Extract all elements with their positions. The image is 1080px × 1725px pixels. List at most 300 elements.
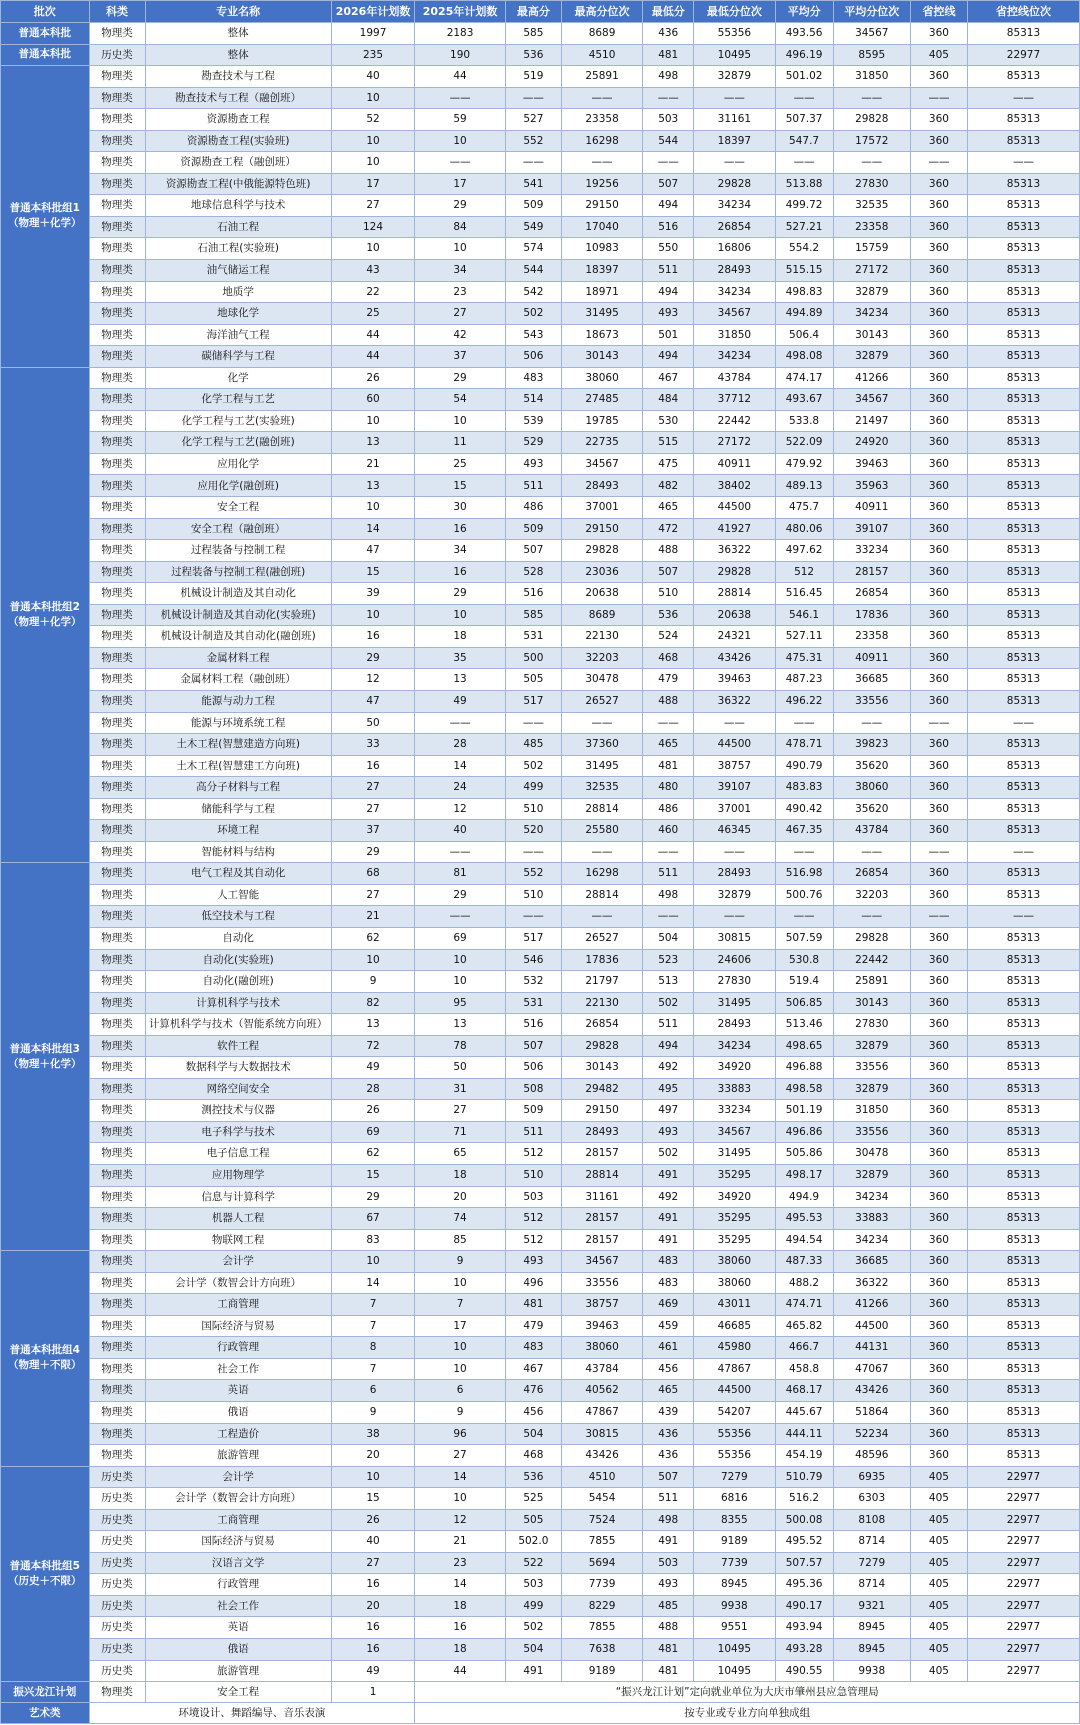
- control-rank-cell: 85313: [967, 1164, 1079, 1186]
- plan-2026-cell: 13: [331, 432, 414, 454]
- avg-score-cell: ——: [775, 906, 833, 928]
- plan-2025-cell: ——: [415, 712, 506, 734]
- avg-score-cell: 495.36: [775, 1574, 833, 1596]
- table-row: [1, 23, 1080, 45]
- avg-rank-cell: 33556: [833, 690, 910, 712]
- table-row: [1, 410, 1080, 432]
- zhenxing-batch-cell: 振兴龙江计划: [1, 1682, 90, 1703]
- min-rank-cell: 22442: [694, 410, 775, 432]
- major-cell: 会计学（数智会计方向班）: [145, 1272, 331, 1294]
- control-rank-cell: 85313: [967, 1100, 1079, 1122]
- control-rank-cell: 85313: [967, 1035, 1079, 1057]
- control-rank-cell: 85313: [967, 690, 1079, 712]
- table-row: [1, 777, 1080, 799]
- avg-rank-cell: 32879: [833, 346, 910, 368]
- control-line-cell: 360: [910, 109, 967, 131]
- min-score-cell: 484: [643, 389, 694, 411]
- avg-score-cell: 467.35: [775, 820, 833, 842]
- control-rank-cell: ——: [967, 906, 1079, 928]
- avg-rank-cell: 39823: [833, 734, 910, 756]
- min-rank-cell: 33883: [694, 1078, 775, 1100]
- avg-rank-cell: 36685: [833, 669, 910, 691]
- avg-rank-cell: 30478: [833, 1143, 910, 1165]
- table-row: [1, 1014, 1080, 1036]
- min-score-cell: 436: [643, 1445, 694, 1467]
- plan-2026-cell: 7: [331, 1315, 414, 1337]
- max-rank-cell: 28493: [561, 1121, 642, 1143]
- avg-score-cell: ——: [775, 712, 833, 734]
- avg-rank-cell: 8714: [833, 1531, 910, 1553]
- avg-rank-cell: 31850: [833, 1100, 910, 1122]
- major-cell: 资源勘查工程（融创班）: [145, 152, 331, 174]
- max-score-cell: 509: [505, 1100, 561, 1122]
- control-line-cell: 360: [910, 1143, 967, 1165]
- control-line-cell: 360: [910, 1315, 967, 1337]
- plan-2026-cell: 38: [331, 1423, 414, 1445]
- max-rank-cell: 17040: [561, 216, 642, 238]
- plan-2026-cell: 44: [331, 346, 414, 368]
- plan-2026-cell: 20: [331, 1445, 414, 1467]
- min-rank-cell: 43426: [694, 647, 775, 669]
- plan-2026-cell: 27: [331, 195, 414, 217]
- avg-score-cell: 474.71: [775, 1294, 833, 1316]
- avg-rank-cell: 48596: [833, 1445, 910, 1467]
- max-score-cell: 485: [505, 734, 561, 756]
- min-score-cell: 461: [643, 1337, 694, 1359]
- header-control-line: 省控线: [910, 1, 967, 23]
- max-rank-cell: 20638: [561, 583, 642, 605]
- header-max-score: 最高分: [505, 1, 561, 23]
- type-cell: 历史类: [89, 1509, 145, 1531]
- plan-2026-cell: 62: [331, 1143, 414, 1165]
- avg-score-cell: 516.2: [775, 1488, 833, 1510]
- avg-rank-cell: 43426: [833, 1380, 910, 1402]
- min-rank-cell: 28493: [694, 1014, 775, 1036]
- type-cell: 历史类: [89, 44, 145, 66]
- major-cell: 行政管理: [145, 1574, 331, 1596]
- min-rank-cell: 16806: [694, 238, 775, 260]
- min-rank-cell: 31161: [694, 109, 775, 131]
- max-rank-cell: 10983: [561, 238, 642, 260]
- min-rank-cell: 43011: [694, 1294, 775, 1316]
- plan-2025-cell: 74: [415, 1208, 506, 1230]
- max-rank-cell: 30143: [561, 346, 642, 368]
- avg-rank-cell: 34234: [833, 303, 910, 325]
- plan-2025-cell: 24: [415, 777, 506, 799]
- type-cell: 物理类: [89, 389, 145, 411]
- type-cell: 物理类: [89, 1164, 145, 1186]
- plan-2025-cell: 16: [415, 1617, 506, 1639]
- table-row: [1, 389, 1080, 411]
- min-rank-cell: 35295: [694, 1164, 775, 1186]
- type-cell: 物理类: [89, 432, 145, 454]
- min-score-cell: 475: [643, 453, 694, 475]
- min-rank-cell: 47867: [694, 1358, 775, 1380]
- avg-score-cell: 490.17: [775, 1595, 833, 1617]
- avg-score-cell: 487.23: [775, 669, 833, 691]
- max-score-cell: 516: [505, 583, 561, 605]
- max-score-cell: 507: [505, 1035, 561, 1057]
- control-rank-cell: 85313: [967, 1445, 1079, 1467]
- control-rank-cell: 85313: [967, 109, 1079, 131]
- max-rank-cell: 28157: [561, 1143, 642, 1165]
- plan-2026-cell: 13: [331, 475, 414, 497]
- control-rank-cell: 85313: [967, 1143, 1079, 1165]
- table-row: [1, 1358, 1080, 1380]
- plan-2026-cell: 17: [331, 173, 414, 195]
- avg-rank-cell: 33556: [833, 1121, 910, 1143]
- major-cell: 信息与计算科学: [145, 1186, 331, 1208]
- type-cell: 历史类: [89, 1617, 145, 1639]
- avg-score-cell: 496.88: [775, 1057, 833, 1079]
- max-rank-cell: 33556: [561, 1272, 642, 1294]
- control-rank-cell: 85313: [967, 66, 1079, 88]
- plan-2026-cell: 14: [331, 518, 414, 540]
- major-cell: 碳储科学与工程: [145, 346, 331, 368]
- table-row: [1, 1272, 1080, 1294]
- plan-2025-cell: 59: [415, 109, 506, 131]
- avg-rank-cell: 32879: [833, 1078, 910, 1100]
- plan-2026-cell: 9: [331, 1402, 414, 1424]
- control-rank-cell: 22977: [967, 1552, 1079, 1574]
- max-rank-cell: 47867: [561, 1402, 642, 1424]
- major-cell: 会计学（数智会计方向班）: [145, 1488, 331, 1510]
- avg-rank-cell: 44500: [833, 1315, 910, 1337]
- plan-2026-cell: 16: [331, 1574, 414, 1596]
- avg-rank-cell: 35620: [833, 798, 910, 820]
- plan-2025-cell: 10: [415, 130, 506, 152]
- control-line-cell: 360: [910, 238, 967, 260]
- avg-rank-cell: 24920: [833, 432, 910, 454]
- min-score-cell: 480: [643, 777, 694, 799]
- min-rank-cell: 20638: [694, 604, 775, 626]
- avg-rank-cell: 29828: [833, 927, 910, 949]
- max-score-cell: 585: [505, 604, 561, 626]
- table-row: [1, 216, 1080, 238]
- control-line-cell: 360: [910, 949, 967, 971]
- max-rank-cell: 31495: [561, 303, 642, 325]
- min-score-cell: 507: [643, 1466, 694, 1488]
- min-score-cell: 515: [643, 432, 694, 454]
- major-cell: 整体: [145, 23, 331, 45]
- control-line-cell: 360: [910, 1402, 967, 1424]
- max-score-cell: 520: [505, 820, 561, 842]
- avg-score-cell: 506.85: [775, 992, 833, 1014]
- min-score-cell: 516: [643, 216, 694, 238]
- major-cell: 资源勘查工程: [145, 109, 331, 131]
- max-score-cell: 496: [505, 1272, 561, 1294]
- plan-2026-cell: 43: [331, 260, 414, 282]
- type-cell: 物理类: [89, 971, 145, 993]
- min-rank-cell: ——: [694, 841, 775, 863]
- min-score-cell: 530: [643, 410, 694, 432]
- max-score-cell: 491: [505, 1660, 561, 1682]
- min-score-cell: 492: [643, 1186, 694, 1208]
- control-rank-cell: ——: [967, 712, 1079, 734]
- max-rank-cell: 32535: [561, 777, 642, 799]
- plan-2025-cell: 78: [415, 1035, 506, 1057]
- plan-2026-cell: 69: [331, 1121, 414, 1143]
- avg-score-cell: 475.31: [775, 647, 833, 669]
- table-row: [1, 1100, 1080, 1122]
- min-score-cell: 494: [643, 195, 694, 217]
- max-score-cell: 486: [505, 497, 561, 519]
- major-cell: 机械设计制造及其自动化(融创班): [145, 626, 331, 648]
- max-score-cell: 532: [505, 971, 561, 993]
- major-cell: 应用物理学: [145, 1164, 331, 1186]
- control-line-cell: 360: [910, 216, 967, 238]
- art-majors-cell: 环境设计、舞蹈编导、音乐表演: [89, 1703, 415, 1724]
- max-score-cell: 502: [505, 303, 561, 325]
- control-rank-cell: 85313: [967, 1272, 1079, 1294]
- control-rank-cell: 85313: [967, 561, 1079, 583]
- control-rank-cell: 85313: [967, 497, 1079, 519]
- table-row: [1, 884, 1080, 906]
- control-rank-cell: ——: [967, 87, 1079, 109]
- plan-2026-cell: 26: [331, 1100, 414, 1122]
- min-rank-cell: 34567: [694, 1121, 775, 1143]
- control-line-cell: 360: [910, 798, 967, 820]
- plan-2025-cell: 14: [415, 1466, 506, 1488]
- avg-rank-cell: 8108: [833, 1509, 910, 1531]
- art-row: [1, 1703, 1080, 1724]
- avg-rank-cell: 26854: [833, 583, 910, 605]
- batch-cell: 普通本科批组1 （物理＋化学）: [1, 66, 90, 368]
- table-row: [1, 540, 1080, 562]
- control-rank-cell: 85313: [967, 216, 1079, 238]
- min-score-cell: 465: [643, 497, 694, 519]
- min-rank-cell: 34234: [694, 346, 775, 368]
- table-row: [1, 1251, 1080, 1273]
- table-row: [1, 1595, 1080, 1617]
- max-rank-cell: 4510: [561, 1466, 642, 1488]
- max-rank-cell: ——: [561, 87, 642, 109]
- header-min-rank: 最低分位次: [694, 1, 775, 23]
- control-line-cell: 405: [910, 1552, 967, 1574]
- avg-rank-cell: 8945: [833, 1617, 910, 1639]
- avg-rank-cell: 23358: [833, 626, 910, 648]
- min-rank-cell: 33234: [694, 1100, 775, 1122]
- max-rank-cell: 39463: [561, 1315, 642, 1337]
- plan-2025-cell: 16: [415, 561, 506, 583]
- max-score-cell: 511: [505, 1121, 561, 1143]
- table-row: [1, 1208, 1080, 1230]
- min-rank-cell: 24606: [694, 949, 775, 971]
- min-score-cell: 479: [643, 669, 694, 691]
- avg-score-cell: 530.8: [775, 949, 833, 971]
- min-score-cell: 481: [643, 1639, 694, 1661]
- control-line-cell: 360: [910, 777, 967, 799]
- table-row: [1, 66, 1080, 88]
- major-cell: 机械设计制造及其自动化(实验班): [145, 604, 331, 626]
- type-cell: 物理类: [89, 604, 145, 626]
- max-score-cell: 527: [505, 109, 561, 131]
- min-score-cell: 498: [643, 1509, 694, 1531]
- control-rank-cell: 85313: [967, 432, 1079, 454]
- header-subject-type: 科类: [89, 1, 145, 23]
- plan-2026-cell: 27: [331, 798, 414, 820]
- control-rank-cell: 85313: [967, 1315, 1079, 1337]
- control-rank-cell: 22977: [967, 1660, 1079, 1682]
- plan-2025-cell: 44: [415, 1660, 506, 1682]
- max-score-cell: 542: [505, 281, 561, 303]
- control-line-cell: 360: [910, 863, 967, 885]
- control-rank-cell: 85313: [967, 884, 1079, 906]
- avg-rank-cell: 8595: [833, 44, 910, 66]
- table-row: [1, 1078, 1080, 1100]
- control-line-cell: ——: [910, 906, 967, 928]
- min-rank-cell: 29828: [694, 173, 775, 195]
- header-batch: 批次: [1, 1, 90, 23]
- max-score-cell: ——: [505, 841, 561, 863]
- min-rank-cell: 10495: [694, 44, 775, 66]
- control-rank-cell: 85313: [967, 281, 1079, 303]
- min-score-cell: ——: [643, 906, 694, 928]
- avg-score-cell: 496.22: [775, 690, 833, 712]
- min-score-cell: 495: [643, 1078, 694, 1100]
- min-score-cell: 510: [643, 583, 694, 605]
- max-rank-cell: 17836: [561, 949, 642, 971]
- control-line-cell: 360: [910, 173, 967, 195]
- major-cell: 储能科学与工程: [145, 798, 331, 820]
- avg-rank-cell: 43784: [833, 820, 910, 842]
- zhenxing-major-cell: 安全工程: [145, 1682, 331, 1703]
- control-rank-cell: 85313: [967, 927, 1079, 949]
- plan-2025-cell: 30: [415, 497, 506, 519]
- plan-2026-cell: 13: [331, 1014, 414, 1036]
- type-cell: 历史类: [89, 1595, 145, 1617]
- plan-2025-cell: 34: [415, 540, 506, 562]
- type-cell: 物理类: [89, 173, 145, 195]
- control-rank-cell: 85313: [967, 1014, 1079, 1036]
- min-rank-cell: 37712: [694, 389, 775, 411]
- max-rank-cell: 31161: [561, 1186, 642, 1208]
- table-row: [1, 949, 1080, 971]
- plan-2026-cell: 6: [331, 1380, 414, 1402]
- major-cell: 安全工程: [145, 497, 331, 519]
- min-rank-cell: 38402: [694, 475, 775, 497]
- max-score-cell: 511: [505, 475, 561, 497]
- major-cell: 电子信息工程: [145, 1143, 331, 1165]
- avg-score-cell: 465.82: [775, 1315, 833, 1337]
- control-line-cell: 405: [910, 44, 967, 66]
- plan-2025-cell: 85: [415, 1229, 506, 1251]
- plan-2026-cell: 10: [331, 410, 414, 432]
- plan-2026-cell: 40: [331, 1531, 414, 1553]
- major-cell: 地球化学: [145, 303, 331, 325]
- plan-2025-cell: 25: [415, 453, 506, 475]
- min-score-cell: 436: [643, 1423, 694, 1445]
- table-row: [1, 1337, 1080, 1359]
- min-score-cell: 497: [643, 1100, 694, 1122]
- major-cell: 会计学: [145, 1251, 331, 1273]
- avg-score-cell: 501.19: [775, 1100, 833, 1122]
- avg-score-cell: 498.08: [775, 346, 833, 368]
- max-score-cell: 481: [505, 1294, 561, 1316]
- max-score-cell: 506: [505, 346, 561, 368]
- type-cell: 物理类: [89, 1143, 145, 1165]
- table-row: [1, 44, 1080, 66]
- avg-score-cell: 516.98: [775, 863, 833, 885]
- plan-2025-cell: 35: [415, 647, 506, 669]
- avg-rank-cell: 34567: [833, 389, 910, 411]
- max-rank-cell: 25580: [561, 820, 642, 842]
- major-cell: 土木工程(智慧建工方向班): [145, 755, 331, 777]
- avg-rank-cell: 33234: [833, 540, 910, 562]
- max-score-cell: 506: [505, 1057, 561, 1079]
- max-rank-cell: 28814: [561, 1164, 642, 1186]
- plan-2026-cell: 15: [331, 1488, 414, 1510]
- min-rank-cell: 10495: [694, 1639, 775, 1661]
- min-score-cell: 511: [643, 863, 694, 885]
- plan-2025-cell: 2183: [415, 23, 506, 45]
- avg-score-cell: 533.8: [775, 410, 833, 432]
- plan-2025-cell: 34: [415, 260, 506, 282]
- table-row: [1, 1509, 1080, 1531]
- max-score-cell: ——: [505, 152, 561, 174]
- max-rank-cell: 34567: [561, 453, 642, 475]
- plan-2025-cell: 29: [415, 195, 506, 217]
- min-score-cell: 469: [643, 1294, 694, 1316]
- type-cell: 物理类: [89, 540, 145, 562]
- max-rank-cell: 43426: [561, 1445, 642, 1467]
- plan-2025-cell: 20: [415, 1186, 506, 1208]
- avg-score-cell: 500.08: [775, 1509, 833, 1531]
- type-cell: 物理类: [89, 1251, 145, 1273]
- min-score-cell: 481: [643, 44, 694, 66]
- min-score-cell: 493: [643, 1121, 694, 1143]
- plan-2025-cell: 44: [415, 66, 506, 88]
- control-rank-cell: 85313: [967, 540, 1079, 562]
- plan-2026-cell: 16: [331, 1639, 414, 1661]
- max-rank-cell: 30478: [561, 669, 642, 691]
- max-score-cell: 467: [505, 1358, 561, 1380]
- plan-2025-cell: 18: [415, 1595, 506, 1617]
- min-score-cell: 492: [643, 1057, 694, 1079]
- type-cell: 历史类: [89, 1531, 145, 1553]
- table-row: [1, 497, 1080, 519]
- min-rank-cell: 7739: [694, 1552, 775, 1574]
- min-rank-cell: 7279: [694, 1466, 775, 1488]
- min-rank-cell: 27830: [694, 971, 775, 993]
- min-score-cell: ——: [643, 841, 694, 863]
- table-row: [1, 281, 1080, 303]
- control-line-cell: 405: [910, 1509, 967, 1531]
- control-line-cell: 360: [910, 260, 967, 282]
- max-rank-cell: 38060: [561, 1337, 642, 1359]
- control-line-cell: 360: [910, 927, 967, 949]
- type-cell: 历史类: [89, 1466, 145, 1488]
- plan-2025-cell: 31: [415, 1078, 506, 1100]
- control-rank-cell: 85313: [967, 734, 1079, 756]
- plan-2026-cell: 68: [331, 863, 414, 885]
- table-row: [1, 453, 1080, 475]
- type-cell: 物理类: [89, 777, 145, 799]
- min-score-cell: 502: [643, 1143, 694, 1165]
- major-cell: 旅游管理: [145, 1445, 331, 1467]
- plan-2026-cell: 44: [331, 324, 414, 346]
- major-cell: 高分子材料与工程: [145, 777, 331, 799]
- type-cell: 历史类: [89, 1552, 145, 1574]
- max-rank-cell: 28814: [561, 884, 642, 906]
- type-cell: 物理类: [89, 195, 145, 217]
- max-rank-cell: 23358: [561, 109, 642, 131]
- min-rank-cell: 38060: [694, 1251, 775, 1273]
- major-cell: 汉语言文学: [145, 1552, 331, 1574]
- max-score-cell: 531: [505, 626, 561, 648]
- min-rank-cell: 31495: [694, 992, 775, 1014]
- plan-2026-cell: 62: [331, 927, 414, 949]
